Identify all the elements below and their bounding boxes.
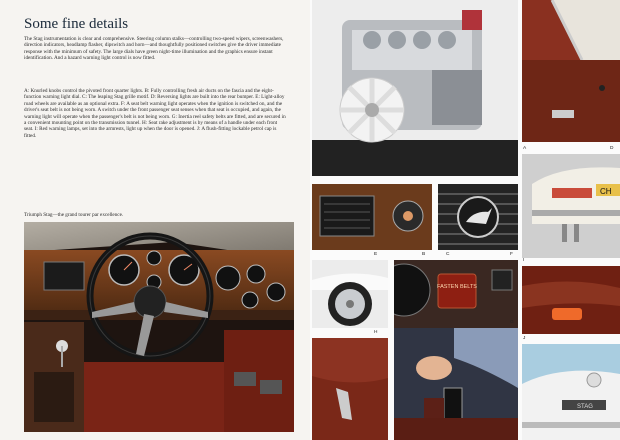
caption-g: G [510, 320, 514, 325]
plate-text: CH [600, 187, 612, 196]
alloy-wheel-photo [312, 260, 388, 328]
caption-b: B [422, 252, 426, 257]
tagline: Triumph Stag—the grand tourer par excellence. [24, 212, 124, 218]
engine-illustration [312, 0, 518, 176]
caption-d: D [610, 146, 614, 151]
caption-f: F [510, 252, 513, 257]
door-photo [522, 0, 620, 142]
intro-paragraph: The Stag instrumentation is clear and comprehensive. Steering column stalks—controlling two-speed wipers, screenwashers, direction indicators, headlamp flasher, dipswitch and horn—and thoughtfully positioned switches give the driver immediate response with the minimum of safety. The large dials have green night-time illumination and the graphics ensure instant identification. And a hazard warning light control is now fitted. [24, 36, 284, 62]
details-paragraph: A: Knurled knobs control the pivoted front quarter lights. B: Fully controlling fresh air ducts on the fascia and the eight-function warning light dial. C: The leaping Stag grille motif. D: Reversing lights are built into the rear bumper. E: Light-alloy road wheels are available as an optional extra. F: A seat belt warning light operates when the ignition is switched on, and the driver's seat belt is not being worn. A switch under the front passenger seat senses when that seat is occupied, and again, the warning light will operate when the passenger's belt is not being worn. G: Inertia reel safety belts are fitted, and are secured in a convenient mounting point on the transmission tunnel. H: Seat rake adjustment is by means of a handle under each front seat. I: Red warning lamps, set into the armrests, light up when the door is opened. J: A flush-fitting lockable petrol cap is fitted. [24, 88, 286, 139]
caption-c: C [446, 252, 450, 257]
dashboard-illustration [24, 222, 294, 432]
caption-a: A [523, 146, 527, 151]
engine-photo [312, 0, 518, 176]
fascia-vent-photo [312, 184, 432, 250]
caption-e: E [374, 252, 378, 257]
caption-i: I [523, 258, 525, 263]
belt-warning-photo [394, 260, 518, 328]
badge-text: STAG [577, 404, 593, 410]
right-page [310, 0, 620, 440]
caption-j: J [523, 336, 526, 341]
page-title: Some fine details [24, 16, 129, 32]
grille-motif-photo [438, 184, 518, 250]
armrest-photo [522, 266, 620, 334]
rear-bumper-photo [522, 154, 620, 258]
caption-h: H [374, 330, 378, 335]
dashboard-photo [24, 222, 294, 432]
petrol-cap-photo [522, 344, 620, 440]
belt-label: FASTEN BELTS [437, 284, 477, 290]
seat-belt-photo [394, 328, 518, 440]
seat-handle-photo [312, 338, 388, 440]
